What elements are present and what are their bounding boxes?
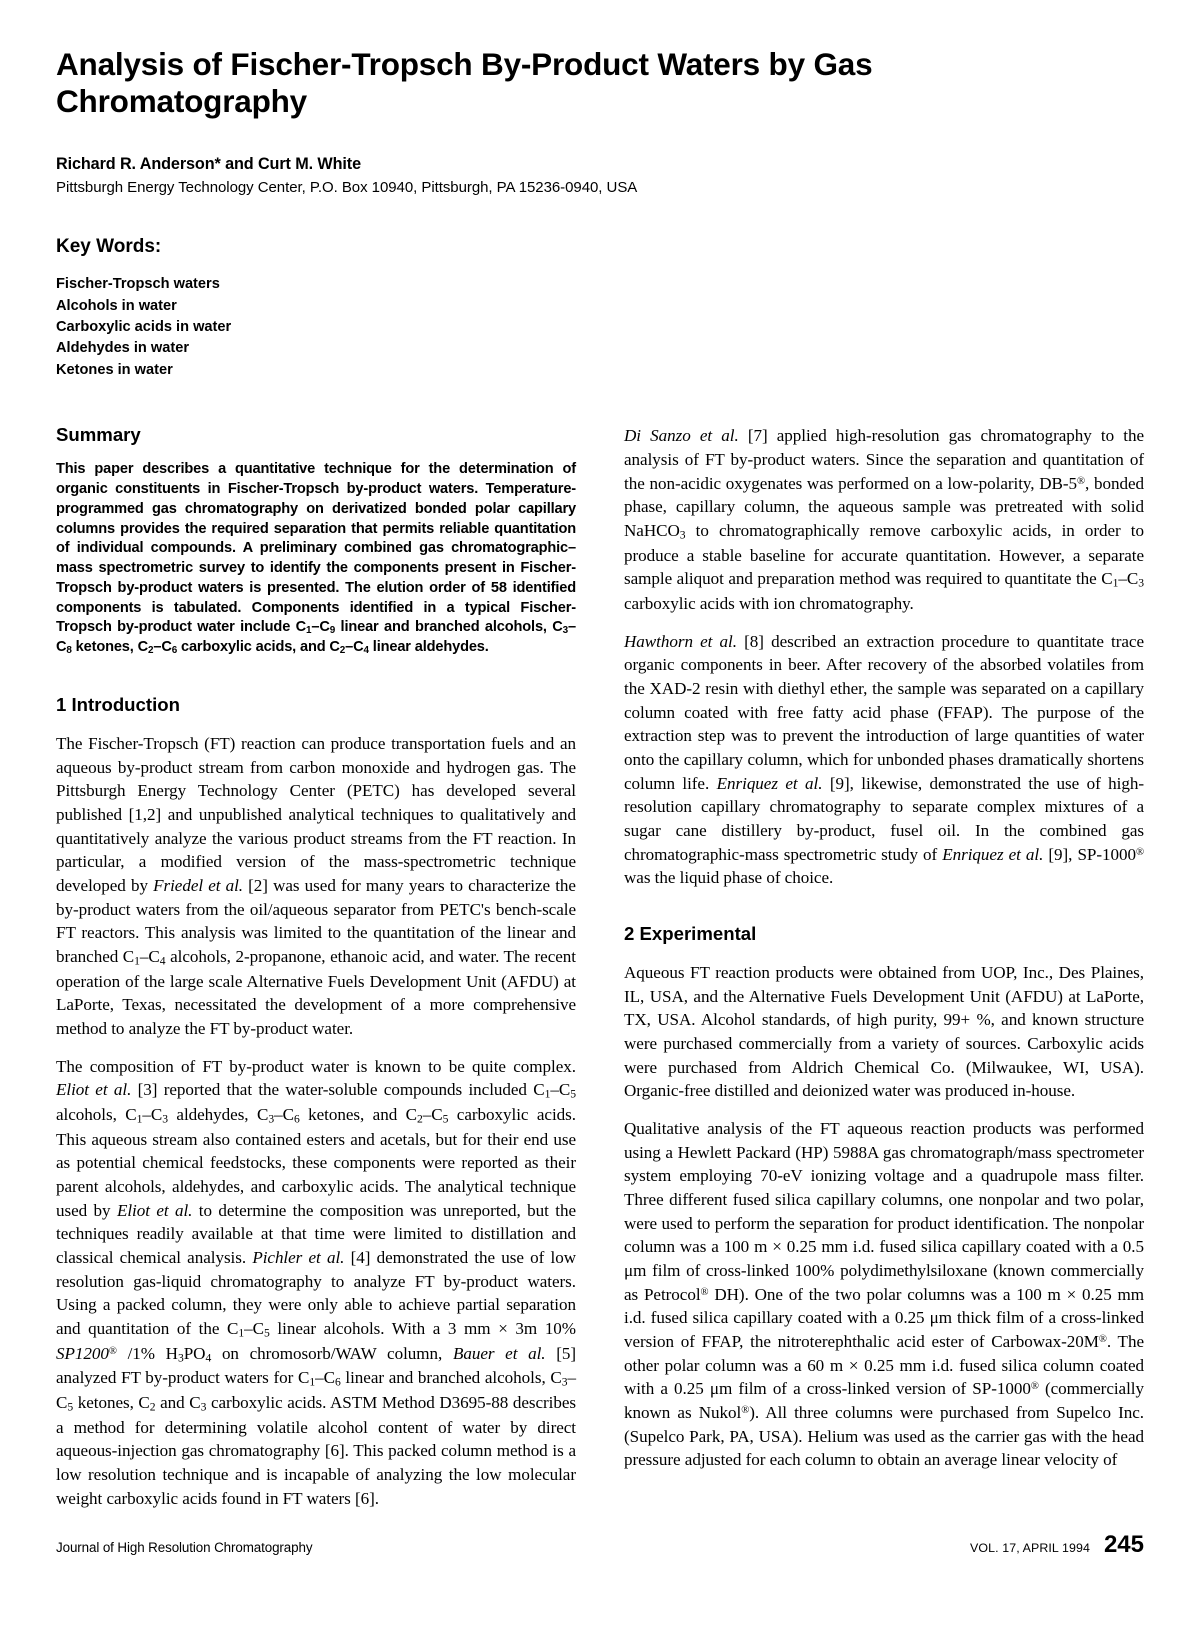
citation-author: Bauer et al.: [452, 1343, 546, 1363]
keyword-item: Aldehydes in water: [56, 340, 190, 357]
subscript: 3: [177, 1351, 184, 1365]
text-run: –C: [315, 1368, 335, 1388]
text-run: linear alcohols. With a 3 mm × 3m 10%: [269, 1318, 576, 1338]
experimental-heading: 2 Experimental: [624, 922, 757, 944]
text-run: ketones, C: [73, 1392, 150, 1412]
registered-mark: ®: [700, 1286, 709, 1298]
subscript: 9: [329, 625, 336, 637]
text-run: alcohols, C: [56, 1104, 137, 1124]
text-run: [7] applied high-resolution gas chromatography to the analysis of FT by-product waters. Since the separation and quantitation of the non-acidic oxygenates was performed on a low-polarity, DB-5: [624, 426, 1144, 493]
two-column-body: [56, 424, 1144, 1510]
text-run: [8] described an extraction procedure to quantitate trace organic components in beer. After recovery of the absorbed volatiles from the XAD-2 resin with diethyl ether, the sample was separated on a capillary column coated with free fatty acid phase (FFAP). The purpose of the extraction step was to prevent the introduction of large quantities of water onto the capillary column, which for unbonded phases dramatically shortens column life.: [624, 631, 1144, 793]
text-run: was the liquid phase of choice.: [624, 868, 834, 888]
text-run: –C: [274, 1104, 294, 1124]
text-run: –C: [1118, 569, 1139, 589]
subscript: 6: [171, 645, 178, 657]
footer-right-group: [970, 1531, 1144, 1559]
text-run: on chromosorb/WAW column,: [211, 1343, 453, 1363]
journal-name: Journal of High Resolution Chromatography: [56, 1540, 313, 1555]
product-name: SP1200: [56, 1343, 109, 1363]
summary-dash-4: –C: [345, 639, 364, 656]
text-run: [5] analyzed FT by-product waters for C: [56, 1343, 576, 1388]
registered-mark: ®: [1136, 846, 1144, 858]
summary-text-5: linear aldehydes.: [368, 639, 489, 656]
citation-author: Di Sanzo et al.: [624, 426, 739, 446]
subscript: 2: [149, 1400, 156, 1414]
author-list: Richard R. Anderson* and Curt M. White: [56, 155, 361, 174]
left-column: [56, 424, 576, 1510]
subscript: 1: [1112, 576, 1119, 590]
registered-mark: ®: [108, 1345, 117, 1357]
subscript: 5: [570, 1087, 576, 1101]
text-run: ketones, and C: [299, 1104, 417, 1124]
text-run: /1% H: [116, 1343, 178, 1363]
subscript: 1: [306, 625, 312, 637]
text-run: to determine the composition was unreported, but the techniques readily available at that time were limited to distillation and classical chemical analysis.: [56, 1200, 577, 1267]
subscript: 1: [544, 1087, 551, 1101]
citation-author: Hawthorn et al.: [624, 631, 737, 651]
intro-paragraph-2: [56, 1055, 576, 1511]
summary-dash-3: –C: [153, 639, 172, 656]
keyword-item: Carboxylic acids in water: [56, 318, 232, 335]
text-run: –C: [422, 1104, 443, 1124]
subscript: 1: [238, 1326, 245, 1340]
keywords-heading: Key Words:: [56, 236, 162, 258]
text-run: aldehydes, C: [167, 1104, 269, 1124]
subscript: 2: [339, 645, 346, 657]
text-run: and C: [155, 1392, 201, 1412]
text-run: [9], likewise, demonstrated the use of high-resolution capillary chromatography to separate complex mixtures of a sugar cane distillery by-product, fusel oil. In the combined gas chromatographic-mass spectrometric study of: [624, 773, 1145, 864]
summary-text-3: ketones, C: [71, 639, 148, 656]
text-run: The composition of FT by-product water is known to be quite complex.: [56, 1056, 576, 1076]
text-run: [3] reported that the water-soluble compounds included C: [131, 1080, 545, 1100]
summary-text-4: carboxylic acids, and C: [177, 639, 340, 656]
keyword-item: Ketones in water: [56, 361, 173, 378]
text-run: alcohols, 2-propanone, ethanoic acid, and water. The recent operation of the large scale Alternative Fuels Development Unit (AFDU) at LaPorte, Texas, necessitated the development of a more comprehensive method to analyze the FT by-product water.: [56, 946, 576, 1038]
keyword-item: Fischer-Tropsch waters: [56, 276, 220, 293]
subscript: 4: [159, 954, 166, 968]
page-footer: [56, 1531, 1144, 1559]
right-column: [624, 424, 1144, 1510]
subscript: 3: [200, 1400, 207, 1414]
text-run: , bonded phase, capillary column, the aqueous sample was pretreated with solid NaHCO: [624, 473, 1144, 540]
page-title: Analysis of Fischer-Tropsch By-Product Waters by Gas Chromatography: [56, 46, 873, 119]
citation-author: Eliot et al.: [116, 1200, 193, 1220]
text-run: . The other polar column was a 60 m × 0.25 mm i.d. fused silica column coated with a 0.25 μm film of a cross-linked version of SP-1000: [624, 1332, 1144, 1399]
text-run: –C: [550, 1080, 571, 1100]
subscript: 3: [561, 1375, 568, 1389]
summary-text-1: This paper describes a quantitative technique for the determination of organic constituents in Fischer-Tropsch by-product waters. Temperature-programmed gas chromatography on derivatized bonded polar capillary columns provides the required separation that permits reliable quantitation of individual compounds. A preliminary combined gas chromatographic–mass spectrometric survey to identify the components present in Fischer-Tropsch by-product waters is presented. The elution order of 58 identified components is tabulated. Components identified in a typical Fischer-Tropsch by-product water include C: [56, 461, 576, 636]
subscript: 3: [268, 1112, 275, 1126]
text-run: Qualitative analysis of the FT aqueous reaction products was performed using a Hewlett Packard (HP) 5988A gas chromatograph/mass spectrometer system employing 70-eV ionizing voltage and a quadrupole mass filter. Three different fused silica capillary columns, one nonpolar and two polar, were used to perform the separation for product identification. The nonpolar column was a 100 m × 0.25 mm i.d. fused silica capillary coated with a 0.5 μm film of cross-linked 100% polydimethylsiloxane (known commercially as Petrocol: [624, 1118, 1144, 1304]
registered-mark: ®: [1098, 1333, 1107, 1345]
text-run: –C: [139, 946, 160, 966]
subscript: 5: [67, 1400, 74, 1414]
text-run: [2] was used for many years to characterize the by-product waters from the oil/aqueous separator from PETC's bench-scale FT reactors. This analysis was limited to the quantitation of the linear and branched C: [56, 875, 576, 966]
text-run: The Fischer-Tropsch (FT) reaction can produce transportation fuels and an aqueous by-product stream from carbon monoxide and hydrogen gas. The Pittsburgh Energy Technology Center (PETC) has developed several published [1,2] and unpublished analytical techniques to qualitatively and quantitatively analyze the various product streams from the FT reaction. In particular, a modified version of the mass-spectrometric technique developed by: [56, 733, 576, 895]
right-paragraph-1: [624, 424, 1144, 615]
subscript: 5: [442, 1112, 449, 1126]
subscript: 3: [1138, 576, 1144, 590]
experimental-paragraph-1: Aqueous FT reaction products were obtained from UOP, Inc., Des Plaines, IL, USA, and the Alternative Fuels Development Unit (AFDU) at LaPorte, TX, USA. Alcohol standards, of high purity, 99+ %, and known structure were purchased commercially from a variety of sources. Carboxylic acids were purchased from Aldrich Chemical Co. (Milwaukee, WI, USA). Organic-free distilled and deionized water was produced in-house.: [624, 962, 1144, 1101]
text-run: carboxylic acids. ASTM Method D3695-88 describes a method for determining volatile alcohol content of water by direct aqueous-injection gas chromatography [6]. This packed column method is a low resolution technique and is incapable of analyzing the low molecular weight carboxylic acids found in FT waters [6].: [56, 1392, 576, 1508]
keyword-item: Alcohols in water: [56, 297, 177, 314]
subscript: 3: [562, 625, 569, 637]
introduction-heading: 1 Introduction: [56, 693, 180, 715]
subscript: 1: [134, 954, 140, 968]
subscript: 4: [205, 1351, 212, 1365]
subscript: 8: [66, 645, 72, 657]
registered-mark: ®: [741, 1404, 750, 1416]
subscript: 2: [147, 645, 154, 657]
intro-paragraph-1: [56, 732, 576, 1041]
affiliation: Pittsburgh Energy Technology Center, P.O. Box 10940, Pittsburgh, PA 15236-0940, USA: [56, 179, 638, 197]
citation-author: Enriquez et al.: [716, 773, 823, 793]
summary-dash-2: –C: [56, 619, 576, 656]
experimental-paragraph-2: [624, 1117, 1144, 1472]
keywords-list: [56, 274, 1144, 381]
summary-text-2: linear and branched alcohols, C: [335, 619, 563, 636]
subscript: 1: [136, 1112, 143, 1126]
summary-dash-1: –C: [311, 619, 330, 636]
text-run: to chromatographically remove carboxylic acids, in order to produce a stable baseline for accurate quantitation. However, a separate sample aliquot and preparation method was required to quantitate the C: [624, 520, 1144, 589]
text-run: –C: [142, 1104, 163, 1124]
subscript: 3: [162, 1112, 168, 1126]
subscript: 1: [309, 1375, 316, 1389]
right-paragraph-2: [624, 630, 1144, 890]
subscript: 4: [363, 645, 369, 657]
text-run: [4] demonstrated the use of low resolution gas-liquid chromatography to analyze FT by-product waters. Using a packed column, they were only able to achieve partial separation and quantitation of the C: [56, 1247, 576, 1338]
text-run: DH). One of the two polar columns was a 100 m × 0.25 mm i.d. fused silica capillary coated with a 0.25 μm thick film of a cross-linked version of FFAP, the nitroterephthalic acid ester of Carbowax-20M: [624, 1284, 1144, 1352]
text-run: –C: [56, 1368, 576, 1412]
text-run: PO: [183, 1343, 206, 1363]
subscript: 6: [293, 1112, 300, 1126]
citation-author: Pichler et al.: [252, 1247, 345, 1267]
citation-author: Enriquez et al.: [942, 844, 1044, 864]
volume-date: VOL. 17, APRIL 1994: [970, 1541, 1090, 1555]
registered-mark: ®: [1077, 475, 1086, 487]
registered-mark: ®: [1030, 1381, 1039, 1393]
summary-paragraph: [56, 460, 576, 658]
summary-heading: Summary: [56, 424, 141, 446]
citation-author: Eliot et al.: [56, 1080, 132, 1100]
text-run: carboxylic acids with ion chromatography.: [624, 593, 914, 613]
subscript: 6: [334, 1375, 341, 1389]
text-run: –C: [244, 1318, 265, 1338]
text-run: (commercially known as Nukol: [624, 1379, 1144, 1423]
text-run: ). All three columns were purchased from Supelco Inc. (Supelco Park, PA, USA). Helium was used as the carrier gas with the head pressure adjusted for each column to obtain an average linear velocity of: [624, 1403, 1144, 1470]
text-run: linear and branched alcohols, C: [340, 1368, 562, 1388]
text-run: [9], SP-1000: [1043, 844, 1136, 864]
subscript: 5: [264, 1326, 270, 1340]
subscript: 3: [679, 528, 686, 542]
page-number: 245: [1103, 1531, 1144, 1558]
citation-author: Friedel et al.: [153, 875, 244, 895]
text-run: carboxylic acids. This aqueous stream also contained esters and acetals, but for their end use as potential chemical feedstocks, these components were reported as their parent alcohols, aldehydes, and carboxylic acids. The analytical technique used by: [56, 1104, 576, 1220]
subscript: 2: [416, 1112, 423, 1126]
